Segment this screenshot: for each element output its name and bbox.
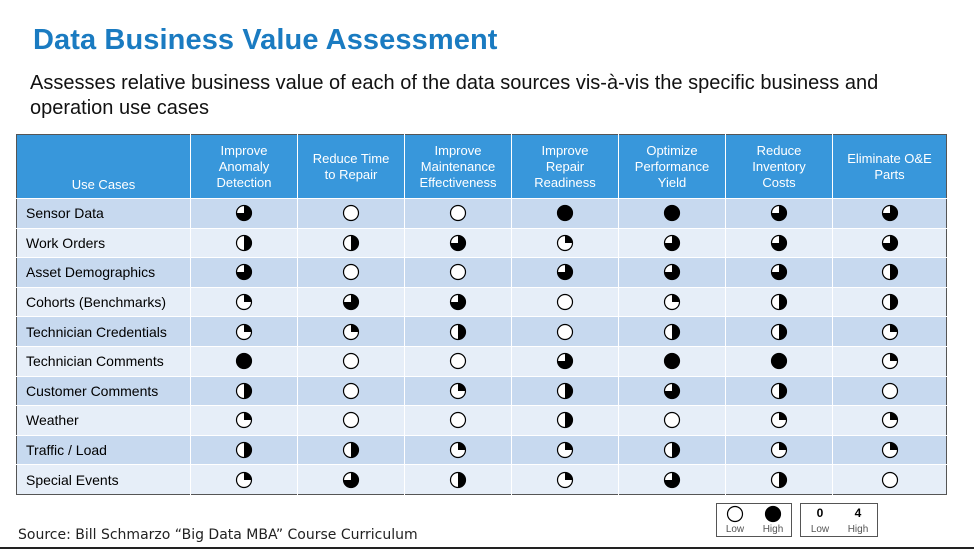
harvey-ball-cell	[512, 287, 619, 317]
harvey-ball-cell	[726, 376, 833, 406]
table-row	[17, 376, 947, 406]
quarter-circle-icon	[556, 441, 574, 459]
harvey-ball-cell	[512, 317, 619, 347]
three-quarter-circle-icon	[770, 263, 788, 281]
legend-scale-high-value: 4	[854, 506, 862, 520]
harvey-ball-cell	[191, 228, 298, 258]
harvey-ball-cell	[191, 287, 298, 317]
harvey-ball-cell	[619, 317, 726, 347]
harvey-ball-cell	[833, 465, 947, 495]
empty-circle-icon	[881, 382, 899, 400]
row-label: Work Orders	[17, 228, 191, 258]
three-quarter-circle-icon	[881, 204, 899, 222]
quarter-circle-icon	[235, 471, 253, 489]
half-circle-icon	[342, 441, 360, 459]
page-title: Data Business Value Assessment	[33, 24, 498, 56]
harvey-ball-cell	[512, 406, 619, 436]
harvey-ball-cell	[405, 435, 512, 465]
column-header: Optimize Performance Yield	[619, 135, 726, 199]
harvey-ball-cell	[298, 199, 405, 229]
half-circle-icon	[770, 293, 788, 311]
quarter-circle-icon	[556, 471, 574, 489]
harvey-ball-cell	[298, 228, 405, 258]
full-circle-icon	[663, 204, 681, 222]
harvey-ball-cell	[191, 258, 298, 288]
quarter-circle-icon	[449, 441, 467, 459]
harvey-ball-cell	[833, 376, 947, 406]
harvey-ball-cell	[298, 317, 405, 347]
column-header-use-cases: Use Cases	[17, 135, 191, 199]
three-quarter-circle-icon	[770, 234, 788, 252]
row-label: Traffic / Load	[17, 435, 191, 465]
value-matrix-table	[16, 134, 947, 495]
harvey-ball-cell	[833, 346, 947, 376]
quarter-circle-icon	[770, 441, 788, 459]
table-row	[17, 435, 947, 465]
row-label: Cohorts (Benchmarks)	[17, 287, 191, 317]
half-circle-icon	[235, 441, 253, 459]
harvey-ball-cell	[191, 406, 298, 436]
legend-symbol-high-label: High	[762, 524, 784, 535]
three-quarter-circle-icon	[663, 471, 681, 489]
empty-circle-icon	[342, 263, 360, 281]
harvey-ball-cell	[191, 465, 298, 495]
empty-circle-icon	[342, 382, 360, 400]
harvey-ball-cell	[298, 287, 405, 317]
quarter-circle-icon	[235, 323, 253, 341]
half-circle-icon	[556, 382, 574, 400]
harvey-ball-cell	[833, 258, 947, 288]
three-quarter-circle-icon	[556, 352, 574, 370]
harvey-ball-cell	[619, 465, 726, 495]
quarter-circle-icon	[235, 293, 253, 311]
quarter-circle-icon	[342, 323, 360, 341]
harvey-ball-cell	[298, 376, 405, 406]
full-circle-icon	[235, 352, 253, 370]
row-label: Technician Comments	[17, 346, 191, 376]
harvey-ball-cell	[405, 376, 512, 406]
half-circle-icon	[449, 323, 467, 341]
footer-divider	[0, 547, 974, 549]
table-row	[17, 287, 947, 317]
harvey-ball-cell	[833, 435, 947, 465]
harvey-ball-cell	[405, 317, 512, 347]
harvey-ball-cell	[833, 406, 947, 436]
legend-scale-high-label: High	[847, 524, 869, 535]
harvey-ball-cell	[298, 406, 405, 436]
half-circle-icon	[663, 323, 681, 341]
half-circle-icon	[881, 293, 899, 311]
harvey-ball-cell	[833, 228, 947, 258]
harvey-ball-cell	[726, 199, 833, 229]
harvey-ball-cell	[726, 346, 833, 376]
quarter-circle-icon	[881, 323, 899, 341]
harvey-ball-cell	[512, 465, 619, 495]
half-circle-icon	[556, 411, 574, 429]
harvey-ball-cell	[833, 287, 947, 317]
full-circle-icon	[663, 352, 681, 370]
empty-circle-icon	[449, 263, 467, 281]
harvey-ball-cell	[619, 199, 726, 229]
full-circle-icon	[556, 204, 574, 222]
three-quarter-circle-icon	[235, 263, 253, 281]
column-header: Improve Anomaly Detection	[191, 135, 298, 199]
empty-circle-icon	[663, 411, 681, 429]
harvey-ball-cell	[619, 258, 726, 288]
three-quarter-circle-icon	[556, 263, 574, 281]
harvey-ball-cell	[512, 199, 619, 229]
harvey-ball-cell	[191, 199, 298, 229]
row-label: Sensor Data	[17, 199, 191, 229]
harvey-ball-cell	[833, 317, 947, 347]
row-label: Special Events	[17, 465, 191, 495]
source-caption: Source: Bill Schmarzo “Big Data MBA” Course Curriculum	[18, 527, 418, 543]
harvey-ball-cell	[726, 406, 833, 436]
empty-circle-icon	[881, 471, 899, 489]
three-quarter-circle-icon	[770, 204, 788, 222]
harvey-ball-cell	[726, 258, 833, 288]
harvey-ball-cell	[191, 376, 298, 406]
half-circle-icon	[770, 471, 788, 489]
harvey-ball-cell	[726, 228, 833, 258]
table-row	[17, 465, 947, 495]
row-label: Weather	[17, 406, 191, 436]
three-quarter-circle-icon	[663, 382, 681, 400]
legend-symbol-low-label: Low	[725, 524, 745, 535]
three-quarter-circle-icon	[663, 234, 681, 252]
empty-circle-icon	[556, 293, 574, 311]
harvey-ball-cell	[512, 346, 619, 376]
full-circle-icon	[770, 352, 788, 370]
harvey-ball-cell	[405, 228, 512, 258]
harvey-ball-cell	[191, 435, 298, 465]
row-label: Technician Credentials	[17, 317, 191, 347]
empty-circle-icon	[449, 352, 467, 370]
harvey-ball-cell	[405, 199, 512, 229]
empty-circle-icon	[342, 204, 360, 222]
quarter-circle-icon	[449, 382, 467, 400]
harvey-ball-cell	[619, 376, 726, 406]
row-label: Customer Comments	[17, 376, 191, 406]
harvey-ball-cell	[405, 346, 512, 376]
harvey-ball-cell	[833, 199, 947, 229]
harvey-ball-cell	[298, 435, 405, 465]
three-quarter-circle-icon	[881, 234, 899, 252]
column-header: Improve Maintenance Effectiveness	[405, 135, 512, 199]
harvey-ball-cell	[512, 435, 619, 465]
half-circle-icon	[235, 382, 253, 400]
quarter-circle-icon	[663, 293, 681, 311]
harvey-ball-cell	[619, 287, 726, 317]
empty-circle-icon	[449, 411, 467, 429]
quarter-circle-icon	[235, 411, 253, 429]
harvey-ball-cell	[298, 346, 405, 376]
harvey-ball-cell	[191, 346, 298, 376]
half-circle-icon	[663, 441, 681, 459]
three-quarter-circle-icon	[449, 234, 467, 252]
three-quarter-circle-icon	[449, 293, 467, 311]
column-header: Improve Repair Readiness	[512, 135, 619, 199]
harvey-ball-cell	[726, 287, 833, 317]
harvey-ball-cell	[619, 228, 726, 258]
harvey-ball-cell	[619, 346, 726, 376]
table-header-row	[17, 135, 947, 199]
table-row	[17, 317, 947, 347]
legend-scale-low-label: Low	[810, 524, 830, 535]
page-subtitle: Assesses relative business value of each of the data sources vis-à-vis the specific business and operation use cases	[30, 72, 879, 119]
harvey-ball-cell	[405, 258, 512, 288]
symbol-legend	[716, 503, 792, 537]
harvey-ball-cell	[298, 258, 405, 288]
quarter-circle-icon	[770, 411, 788, 429]
column-header: Reduce Inventory Costs	[726, 135, 833, 199]
harvey-ball-cell	[405, 287, 512, 317]
table-row	[17, 228, 947, 258]
harvey-ball-cell	[619, 406, 726, 436]
table-row	[17, 258, 947, 288]
column-header: Eliminate O&E Parts	[833, 135, 947, 199]
empty-circle-icon	[342, 352, 360, 370]
harvey-ball-cell	[298, 465, 405, 495]
empty-circle-icon	[556, 323, 574, 341]
legend-scale-low-value: 0	[816, 506, 824, 520]
half-circle-icon	[449, 471, 467, 489]
empty-circle-icon	[342, 411, 360, 429]
quarter-circle-icon	[881, 411, 899, 429]
row-label: Asset Demographics	[17, 258, 191, 288]
quarter-circle-icon	[881, 352, 899, 370]
column-header: Reduce Time to Repair	[298, 135, 405, 199]
quarter-circle-icon	[556, 234, 574, 252]
harvey-ball-cell	[191, 317, 298, 347]
table-row	[17, 346, 947, 376]
half-circle-icon	[770, 323, 788, 341]
harvey-ball-cell	[405, 465, 512, 495]
quarter-circle-icon	[881, 441, 899, 459]
half-circle-icon	[881, 263, 899, 281]
harvey-ball-cell	[512, 376, 619, 406]
harvey-ball-cell	[619, 435, 726, 465]
half-circle-icon	[342, 234, 360, 252]
harvey-ball-cell	[726, 317, 833, 347]
harvey-ball-cell	[512, 258, 619, 288]
half-circle-icon	[235, 234, 253, 252]
table-row	[17, 199, 947, 229]
harvey-ball-cell	[512, 228, 619, 258]
three-quarter-circle-icon	[342, 293, 360, 311]
harvey-ball-cell	[726, 435, 833, 465]
table-row	[17, 406, 947, 436]
scale-legend	[800, 503, 878, 537]
three-quarter-circle-icon	[235, 204, 253, 222]
half-circle-icon	[770, 382, 788, 400]
harvey-ball-cell	[405, 406, 512, 436]
empty-circle-icon	[449, 204, 467, 222]
three-quarter-circle-icon	[663, 263, 681, 281]
three-quarter-circle-icon	[342, 471, 360, 489]
harvey-ball-cell	[726, 465, 833, 495]
